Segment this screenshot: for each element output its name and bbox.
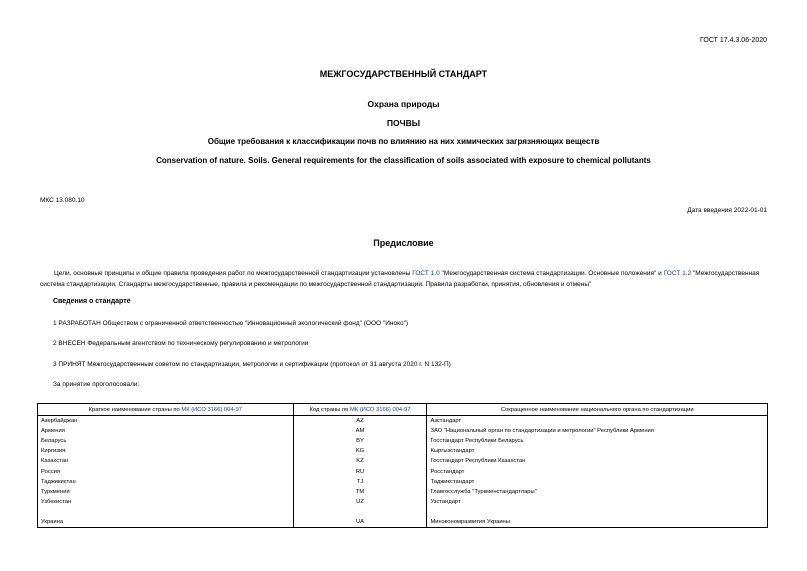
country-name: Беларусь <box>38 436 294 446</box>
table-row <box>38 416 768 427</box>
adopted-by-item: 3 ПРИНЯТ Межгосударственным советом по стандартизации, метрологии и сертификации (протокол от 31 августа 2020 г. N 132-П) <box>53 361 451 368</box>
country-name: Украина <box>38 517 294 528</box>
standards-body <box>427 507 768 517</box>
developed-by-item: 1 РАЗРАБОТАН Обществом с ограниченной ответственностью "Инновационный экологический фонд" (ООО "Иноко") <box>53 320 409 327</box>
table-row <box>38 497 768 507</box>
country-code: UZ <box>293 497 427 507</box>
foreword-text-2: "Межгосударственная система стандартизации. Основные положения" и <box>441 270 662 277</box>
country-name: Узбекистан <box>38 497 294 507</box>
gost-1-2-link[interactable]: ГОСТ 1.2 <box>663 270 692 277</box>
table-row <box>38 517 768 528</box>
country-code: KG <box>293 446 427 456</box>
table-row-empty <box>38 507 768 517</box>
country-name: Туркмения <box>38 487 294 497</box>
subject-title: ПОЧВЫ <box>386 118 421 128</box>
country-name: Таджикистан <box>38 477 294 487</box>
table-row <box>38 487 768 497</box>
standards-body: Росстандарт <box>427 466 768 476</box>
country-code <box>293 507 427 517</box>
country-code: AZ <box>293 416 427 427</box>
mk-iso-link[interactable]: МК (ИСО 3166) 004-97 <box>181 406 242 413</box>
country-code: TM <box>293 487 427 497</box>
countries-table <box>37 403 768 528</box>
standards-body: Азстандарт <box>427 416 768 427</box>
country-name: Киргизия <box>38 446 294 456</box>
mks-code: МКС 13.080.10 <box>40 197 85 204</box>
country-code: BY <box>293 436 427 446</box>
country-name: Азербайджан <box>38 416 294 427</box>
foreword-text-1: Цели, основные принципы и общие правила проведения работ по межгосударственной стандартизации установлены <box>54 270 411 277</box>
table-row <box>38 466 768 476</box>
country-name-header: Краткое наименование страны по МК (ИСО 3166) 004-97 <box>38 404 294 416</box>
standards-body: Минэкономразвития Украины <box>427 517 768 528</box>
about-standard-heading: Сведения о стандарте <box>53 298 131 305</box>
document-number: ГОСТ 17.4.3.06-2020 <box>700 37 767 44</box>
country-code: UA <box>293 517 427 528</box>
foreword-text-3: "Межгосударственная система стандартизации. Стандарты межгосударственные, правила и рекомендации по межгосударственной стандартизации. Правила разработки, принятия, обновления и отмены" <box>40 270 760 288</box>
section-title: Охрана природы <box>367 99 440 109</box>
standards-body: ЗАО "Национальный орган по стандартизации и метрологии" Республики Армения <box>427 426 768 436</box>
standards-body: Главгосслужба "Туркменстандартлары" <box>427 487 768 497</box>
country-code: AM <box>293 426 427 436</box>
document-title-ru: Общие требования к классификации почв по влиянию на них химических загрязняющих веществ <box>207 137 600 146</box>
gost-1-0-link[interactable]: ГОСТ 1.0 <box>412 270 440 277</box>
standards-body: Госстандарт Республики Беларусь <box>427 436 768 446</box>
table-row <box>38 456 768 466</box>
country-code: KZ <box>293 456 427 466</box>
country-code-header: Код страны по МК (ИСО 3166) 004-97 <box>293 404 427 416</box>
standards-body: Узстандарт <box>427 497 768 507</box>
foreword-heading: Предисловие <box>373 238 434 248</box>
standards-body-header: Сокращенное наименование национального органа по стандартизации <box>427 404 768 416</box>
country-code: RU <box>293 466 427 476</box>
table-row <box>38 477 768 487</box>
voted-for-label: За принятие проголосовали: <box>53 381 140 388</box>
country-code: TJ <box>293 477 427 487</box>
table-row <box>38 436 768 446</box>
country-name: Россия <box>38 466 294 476</box>
document-title-en: Conservation of nature. Soils. General requirements for the classification of soils associated with exposure to chemical pollutants <box>156 156 651 165</box>
table-row <box>38 426 768 436</box>
effective-date: Дата введения 2022-01-01 <box>687 207 767 214</box>
standards-body: Таджикстандарт <box>427 477 768 487</box>
country-name <box>38 507 294 517</box>
country-name: Армения <box>38 426 294 436</box>
table-row <box>38 446 768 456</box>
standards-body: Кыргызстандарт <box>427 446 768 456</box>
foreword-paragraph <box>40 268 768 290</box>
standards-body: Госстандарт Республики Казахстан <box>427 456 768 466</box>
table-header-row <box>38 404 768 416</box>
submitted-by-item: 2 ВНЕСЕН Федеральным агентством по техническому регулированию и метрологии <box>53 340 309 347</box>
mk-iso-link[interactable]: МК (ИСО 3166) 004-97 <box>349 406 411 413</box>
standard-type-title: МЕЖГОСУДАРСТВЕННЫЙ СТАНДАРТ <box>319 69 488 79</box>
country-name: Казахстан <box>38 456 294 466</box>
